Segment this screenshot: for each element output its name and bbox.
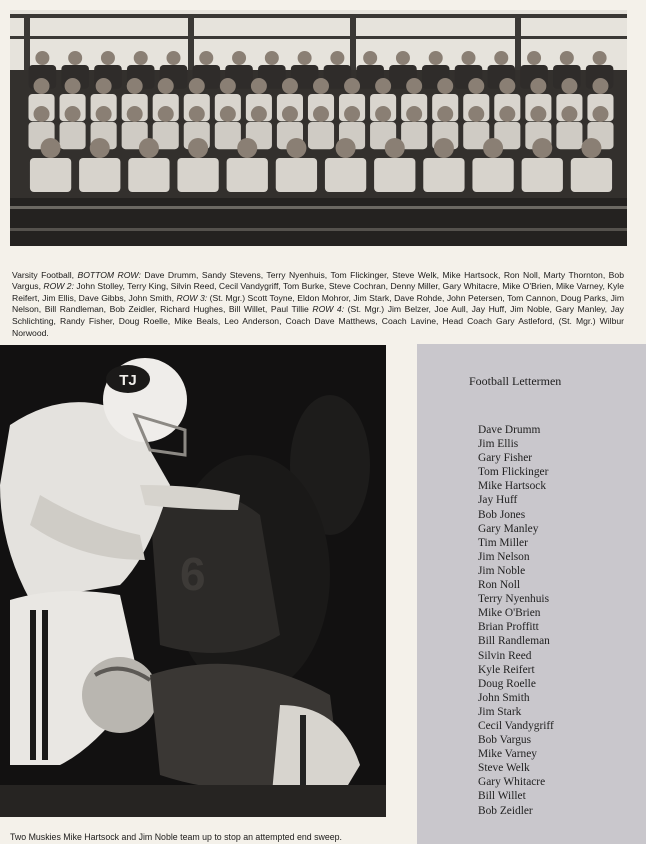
lettermen-list	[478, 423, 554, 818]
action-photo-image	[0, 345, 386, 817]
letterman-name: Gary Whitacre	[478, 776, 546, 789]
lettermen-panel	[417, 344, 646, 844]
letterman-name: Bob Zeidler	[478, 804, 533, 817]
row-label: ROW 4:	[312, 304, 348, 315]
letterman-name: Tim Miller	[478, 536, 528, 549]
svg-text:6: 6	[180, 548, 206, 600]
letterman-name: Steve Welk	[478, 762, 530, 775]
letterman-name: Brian Proffitt	[478, 621, 539, 634]
letterman-name: Bob Jones	[478, 508, 526, 521]
letterman-name: Mike Hartsock	[478, 480, 547, 493]
row-names: (St. Mgr.) Scott Toyne, Eldon Mohror, Jim Stark, Dave Rohde, John Petersen, Tom Cannon, Doug Parks, Jim Nelson, Bill Randleman, Bob Zeidler, Richard Hughes, Bill Willet, Paul Tillie	[12, 292, 624, 315]
action-photo	[0, 345, 386, 817]
letterman-name: Ron Noll	[478, 579, 521, 592]
letterman-name: Mike O'Brien	[478, 607, 541, 620]
letterman-name: Mike Varney	[478, 748, 537, 761]
letterman-name: Jim Stark	[478, 705, 522, 718]
letterman-name: Jim Noble	[478, 564, 526, 577]
helmet-logo: TJ	[119, 372, 137, 389]
letterman-name: Gary Fisher	[478, 452, 533, 465]
row-names: Dave Drumm, Sandy Stevens, Terry Nyenhuis, Tom Flickinger, Steve Welk, Mike Hartsock, Ron Noll, Marty Thornton, Bob Vargus,	[12, 269, 624, 292]
letterman-name: Kyle Reifert	[478, 663, 535, 676]
team-photo-caption	[12, 270, 624, 340]
row-names: (St. Mgr.) Jim Belzer, Joe Aull, Jay Huff, Jim Noble, Gary Manley, Jay Schlichting, Randy Fisher, Doug Roelle, Mike Beals, Leo Anderson, Coach Dave Matthews, Coach Lavine, Head Coach Gary Astleford, (St. Mgr.) Wilbur Norwood.	[12, 304, 624, 338]
row-label: ROW 3:	[176, 292, 210, 303]
letterman-name: Silvin Reed	[478, 649, 532, 662]
letterman-name: Bill Willet	[478, 790, 526, 803]
letterman-name: Gary Manley	[478, 522, 539, 535]
letterman-name: Tom Flickinger	[478, 466, 549, 479]
letterman-name: Doug Roelle	[478, 677, 536, 690]
row-label: BOTTOM ROW:	[77, 269, 145, 280]
caption-lead: Varsity Football,	[12, 269, 78, 280]
row-names: John Stolley, Terry King, Silvin Reed, Cecil Vandygriff, Tom Burke, Steve Cochran, Denny Miller, Gary Whitacre, Mike O'Brien, Mike Varney, Kyle Reifert, Jim Ellis, Dave Gibbs, John Smith,	[12, 281, 624, 303]
letterman-name: Jay Huff	[478, 494, 518, 507]
letterman-name: Bob Vargus	[478, 734, 532, 747]
letterman-name: Jim Nelson	[478, 550, 530, 563]
letterman-name: Jim Ellis	[478, 438, 519, 451]
team-photo	[10, 10, 627, 246]
letterman-name: Terry Nyenhuis	[478, 593, 550, 606]
letterman-name: John Smith	[478, 691, 530, 704]
letterman-name: Dave Drumm	[478, 424, 541, 436]
letterman-name: Bill Randleman	[478, 635, 550, 648]
row-label: ROW 2:	[43, 281, 77, 292]
team-photo-image	[10, 10, 627, 246]
action-photo-caption: Two Muskies Mike Hartsock and Jim Noble team up to stop an attempted end sweep.	[10, 831, 342, 842]
lettermen-title: Football Lettermen	[469, 374, 562, 388]
letterman-name: Cecil Vandygriff	[478, 719, 554, 732]
caption-roster	[12, 270, 624, 338]
